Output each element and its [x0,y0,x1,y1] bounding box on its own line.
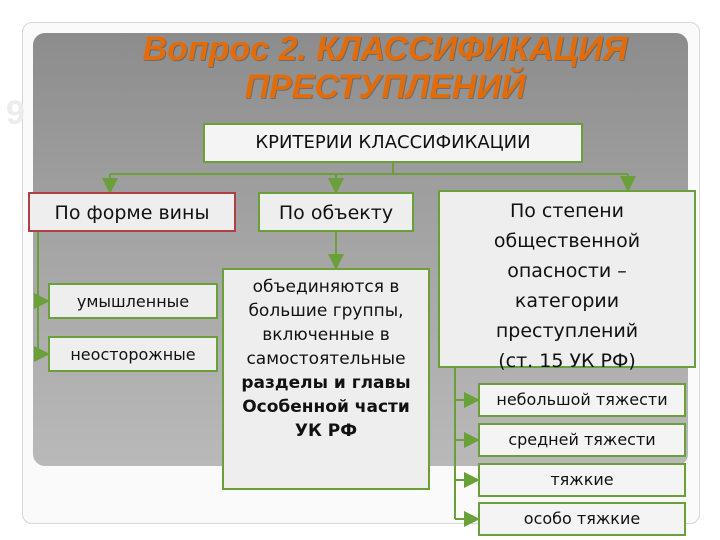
desc-line-1: объединяются в [252,277,400,297]
danger-line-1: По степени [509,200,625,222]
danger-line-2: общественной [493,230,641,252]
slide-number: 9 [6,94,25,132]
danger-line-6: (ст. 15 УК РФ) [498,350,636,372]
category-especially-grave-box: особо тяжкие [478,502,686,536]
category-grave-box: тяжкие [478,463,686,497]
desc-bold-line-3: УК РФ [294,421,358,441]
category-medium-box: средней тяжести [478,423,686,457]
danger-line-3: опасности – [507,260,627,282]
danger-line-4: категории [514,290,620,312]
negligent-box: неосторожные [48,336,218,372]
desc-line-4: самостоятельные [246,349,406,369]
criteria-root-box: КРИТЕРИИ КЛАССИФИКАЦИИ [203,123,583,163]
desc-bold-line-2: Особенной части [242,397,410,417]
category-minor-box: небольшой тяжести [478,383,686,417]
desc-line-3: включенные в [262,325,390,345]
danger-line-5: преступлений [495,320,639,342]
by-danger-box [438,190,696,372]
desc-line-2: большие группы, [248,301,404,321]
desc-bold-line-1: разделы и главы [241,373,411,393]
by-guilt-box: По форме вины [28,192,236,232]
title-line-1: Вопрос 2. КЛАССИФИКАЦИЯ [142,30,628,68]
title-line-2: ПРЕСТУПЛЕНИЙ [244,68,526,106]
object-description-box [222,268,430,490]
by-object-box: По объекту [258,192,414,232]
intentional-box: умышленные [48,283,218,319]
